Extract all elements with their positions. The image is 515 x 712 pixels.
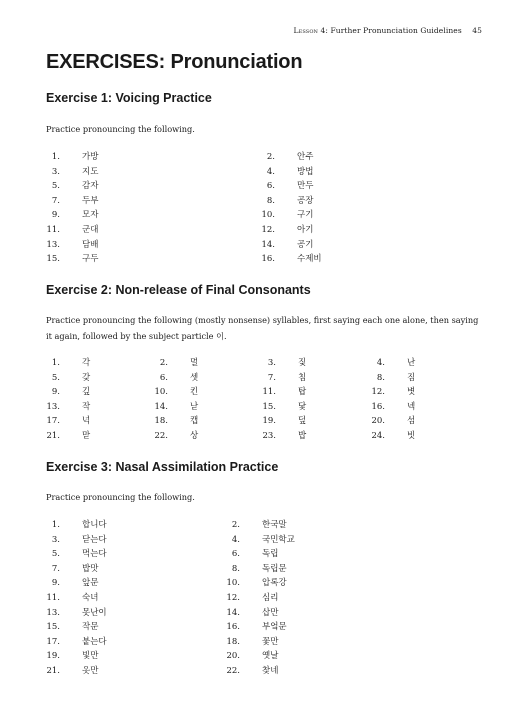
item-number: 9. [51, 210, 60, 221]
exercise-1-instruction: Practice pronouncing the following. [46, 124, 195, 134]
item-word: 구기 [297, 210, 314, 221]
item-number: 5. [51, 549, 60, 560]
item-number: 3. [267, 358, 276, 368]
page-number: 45 [472, 26, 482, 35]
item-word: 캡 [190, 416, 199, 427]
item-word: 모자 [82, 210, 99, 221]
exercise-1-heading: Exercise 1: Voicing Practice [46, 91, 212, 105]
item-number: 9. [51, 387, 60, 398]
item-word: 구두 [82, 254, 99, 265]
item-number: 5. [51, 181, 60, 192]
item-number: 15. [262, 401, 276, 412]
item-word: 부엌문 [262, 622, 287, 633]
item-number: 21. [46, 666, 60, 676]
item-word: 합니다 [82, 520, 107, 530]
item-word: 작문 [82, 622, 99, 633]
item-number: 1. [51, 358, 60, 368]
item-word: 넉 [82, 416, 91, 427]
item-word: 밥맛 [82, 563, 99, 574]
item-number: 17. [46, 636, 60, 647]
item-word: 못난이 [82, 607, 107, 618]
item-word: 만두 [297, 181, 314, 192]
lesson-label: Lesson 4: [293, 26, 328, 35]
item-word: 넥 [407, 401, 416, 412]
item-number: 16. [226, 622, 240, 633]
item-number: 15. [46, 254, 60, 265]
running-header [294, 26, 482, 35]
item-number: 4. [231, 534, 240, 545]
item-number: 11. [46, 593, 60, 603]
item-word: 찾네 [262, 666, 279, 676]
item-number: 19. [262, 416, 276, 427]
item-number: 10. [154, 387, 168, 398]
item-number: 7. [51, 563, 60, 574]
item-word: 맏 [82, 431, 91, 441]
item-word: 안주 [297, 152, 314, 162]
item-number: 16. [371, 401, 385, 412]
item-word: 옛날 [262, 651, 279, 662]
item-word: 담배 [82, 239, 99, 250]
item-word: 셋 [190, 372, 199, 383]
item-word: 수제비 [297, 254, 322, 265]
exercise-2-instruction: Practice pronouncing the following (mostly nonsense) syllables, first saying each one alone, then saying it again, followed by the subject particle 이. [46, 315, 479, 341]
item-number: 19. [46, 651, 60, 662]
item-word: 심리 [262, 593, 279, 603]
item-word: 옷만 [82, 666, 99, 676]
item-word: 먹는다 [82, 549, 107, 560]
item-number: 9. [51, 578, 60, 589]
item-number: 6. [159, 372, 168, 383]
item-number: 23. [262, 431, 276, 441]
item-number: 10. [226, 578, 240, 589]
item-number: 18. [154, 416, 168, 427]
item-number: 12. [371, 387, 385, 398]
item-number: 1. [51, 152, 60, 162]
item-word: 감자 [82, 181, 99, 192]
item-word: 숙녀 [82, 593, 99, 603]
item-number: 17. [46, 416, 60, 427]
item-number: 7. [51, 195, 60, 206]
item-word: 아기 [297, 225, 314, 235]
item-word: 닫는다 [82, 534, 107, 545]
item-number: 12. [226, 593, 240, 603]
item-number: 6. [266, 181, 275, 192]
item-word: 낟 [190, 401, 199, 412]
item-word: 볏 [407, 387, 416, 398]
item-number: 4. [376, 358, 385, 368]
item-word: 덮 [298, 416, 307, 427]
item-number: 11. [46, 225, 60, 235]
item-number: 22. [226, 666, 240, 676]
lesson-title: Further Pronunciation Guidelines [330, 26, 462, 35]
item-number: 6. [231, 549, 240, 560]
item-word: 닻 [298, 401, 307, 412]
item-number: 12. [261, 225, 275, 235]
item-word: 상 [190, 431, 199, 441]
page-title: EXERCISES: Pronunciation [46, 51, 303, 73]
item-word: 빛만 [82, 651, 99, 662]
item-number: 10. [261, 210, 275, 221]
item-word: 킨 [190, 387, 199, 398]
item-word: 독립 [262, 549, 279, 560]
item-word: 가방 [82, 152, 99, 162]
item-number: 3. [51, 534, 60, 545]
item-number: 14. [261, 239, 275, 250]
item-number: 3. [51, 166, 60, 177]
item-word: 빗 [407, 431, 416, 441]
item-word: 붙는다 [82, 636, 107, 647]
item-number: 13. [46, 239, 60, 250]
item-number: 2. [266, 152, 275, 162]
item-word: 갖 [82, 372, 91, 383]
item-number: 20. [226, 651, 240, 662]
item-number: 21. [46, 431, 60, 441]
item-number: 22. [154, 431, 168, 441]
item-word: 꽃만 [262, 636, 279, 647]
item-word: 깊 [82, 387, 91, 398]
item-word: 지도 [82, 166, 99, 177]
item-word: 탑 [298, 387, 307, 398]
item-word: 군대 [82, 225, 99, 235]
item-word: 짐 [407, 372, 416, 383]
item-number: 8. [266, 195, 275, 206]
item-number: 15. [46, 622, 60, 633]
item-word: 방법 [297, 166, 314, 177]
item-word: 밥 [298, 431, 307, 441]
item-word: 침 [298, 372, 307, 383]
item-number: 7. [267, 372, 276, 383]
item-word: 삽만 [262, 607, 279, 618]
item-word: 독립문 [262, 563, 287, 574]
item-number: 16. [261, 254, 275, 265]
item-word: 작 [82, 401, 91, 412]
item-word: 공장 [297, 195, 314, 206]
item-word: 멀 [190, 358, 199, 368]
item-number: 2. [159, 358, 168, 368]
item-word: 난 [407, 358, 416, 368]
item-number: 4. [266, 166, 275, 177]
item-number: 5. [51, 372, 60, 383]
item-word: 각 [82, 358, 91, 368]
item-word: 국민학교 [262, 534, 295, 545]
item-number: 13. [46, 607, 60, 618]
item-number: 2. [231, 520, 240, 530]
item-number: 18. [226, 636, 240, 647]
item-word: 두부 [82, 195, 99, 206]
item-number: 8. [376, 372, 385, 383]
item-word: 섬 [407, 416, 416, 427]
item-number: 13. [46, 401, 60, 412]
exercise-3-instruction: Practice pronouncing the following. [46, 492, 195, 502]
item-number: 8. [231, 563, 240, 574]
item-number: 20. [371, 416, 385, 427]
item-number: 11. [262, 387, 276, 398]
item-word: 공기 [297, 239, 314, 250]
exercise-2-heading: Exercise 2: Non-release of Final Consonants [46, 283, 311, 297]
exercise-3-heading: Exercise 3: Nasal Assimilation Practice [46, 460, 279, 474]
item-word: 한국말 [262, 520, 287, 530]
item-number: 1. [51, 520, 60, 530]
item-word: 짖 [298, 358, 307, 368]
item-number: 24. [371, 431, 385, 441]
item-number: 14. [226, 607, 240, 618]
item-word: 압록강 [262, 578, 287, 589]
item-number: 14. [154, 401, 168, 412]
item-word: 앞문 [82, 578, 99, 589]
